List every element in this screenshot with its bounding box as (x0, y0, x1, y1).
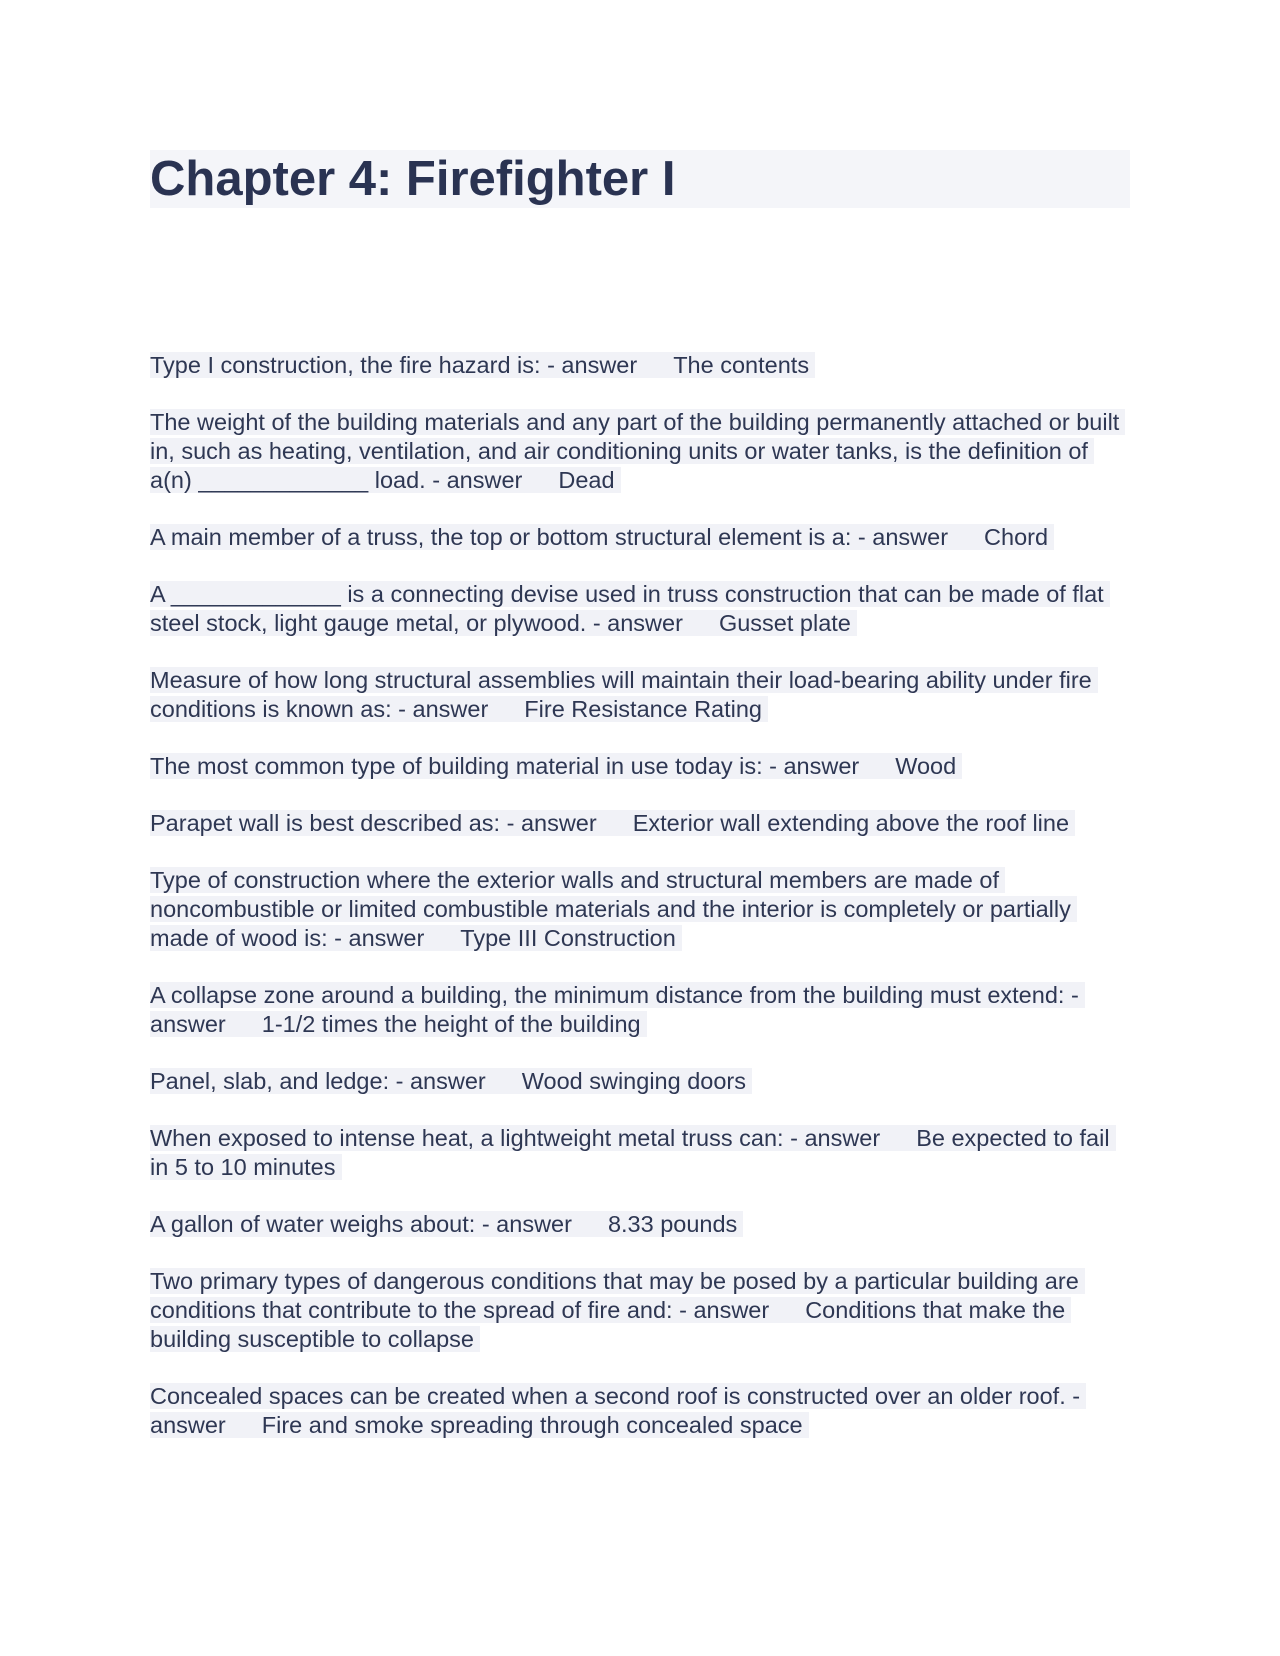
qa-answer: The contents (673, 352, 810, 378)
qa-question: A main member of a truss, the top or bottom structural element is a: - answer (150, 524, 949, 550)
qa-item (150, 523, 1130, 552)
qa-answer: Be expected to fail in 5 to 10 minutes (150, 1125, 1110, 1180)
qa-question: Panel, slab, and ledge: - answer (150, 1068, 486, 1094)
qa-answer: Fire Resistance Rating (524, 696, 763, 722)
qa-answer: Chord (984, 524, 1049, 550)
qa-item (150, 866, 1130, 953)
qa-item (150, 1382, 1130, 1440)
qa-question: When exposed to intense heat, a lightweight metal truss can: - answer (150, 1125, 881, 1151)
qa-item (150, 1124, 1130, 1182)
qa-question: A collapse zone around a building, the minimum distance from the building must extend: - answer (150, 982, 1079, 1037)
qa-item (150, 666, 1130, 724)
qa-item (150, 1067, 1130, 1096)
qa-item (150, 351, 1130, 380)
qa-answer: Type III Construction (460, 925, 676, 951)
qa-item (150, 408, 1130, 495)
qa-question: Parapet wall is best described as: - answer (150, 810, 597, 836)
qa-question: A gallon of water weighs about: - answer (150, 1211, 572, 1237)
qa-answer: Wood (895, 753, 957, 779)
qa-question: Two primary types of dangerous conditions that may be posed by a particular building are conditions that contribute to the spread of fire and: - answer (150, 1268, 1079, 1323)
qa-question: Type I construction, the fire hazard is: - answer (150, 352, 638, 378)
qa-answer: 1-1/2 times the height of the building (261, 1011, 641, 1037)
qa-question: The weight of the building materials and any part of the building permanently attached or built in, such as heating, ventilation, and air conditioning units or water tanks, is the definition of a(n) _____________ load. - answer (150, 409, 1120, 493)
qa-item (150, 1267, 1130, 1354)
page-title: Chapter 4: Firefighter I (150, 152, 676, 206)
qa-answer: Wood swinging doors (521, 1068, 746, 1094)
qa-question: Measure of how long structural assemblies will maintain their load-bearing ability under fire conditions is known as: - answer (150, 667, 1092, 722)
qa-answer: Exterior wall extending above the roof line (632, 810, 1070, 836)
qa-item (150, 1210, 1130, 1239)
qa-answer: Fire and smoke spreading through concealed space (261, 1412, 803, 1438)
qa-item (150, 809, 1130, 838)
qa-question: A _____________ is a connecting devise used in truss construction that can be made of flat steel stock, light gauge metal, or plywood. - answer (150, 581, 1104, 636)
qa-answer: 8.33 pounds (607, 1211, 738, 1237)
qa-answer: Conditions that make the building susceptible to collapse (150, 1297, 1066, 1352)
qa-item (150, 752, 1130, 781)
qa-question: Concealed spaces can be created when a second roof is constructed over an older roof. - answer (150, 1383, 1081, 1438)
question-answer-list (150, 351, 1130, 1468)
qa-question: Type of construction where the exterior walls and structural members are made of noncombustible or limited combustible materials and the interior is completely or partially made of wood is: - answer (150, 867, 1071, 951)
qa-answer: Gusset plate (718, 610, 851, 636)
qa-answer: Dead (558, 467, 615, 493)
qa-item (150, 981, 1130, 1039)
qa-question: The most common type of building material in use today is: - answer (150, 753, 860, 779)
qa-item (150, 580, 1130, 638)
